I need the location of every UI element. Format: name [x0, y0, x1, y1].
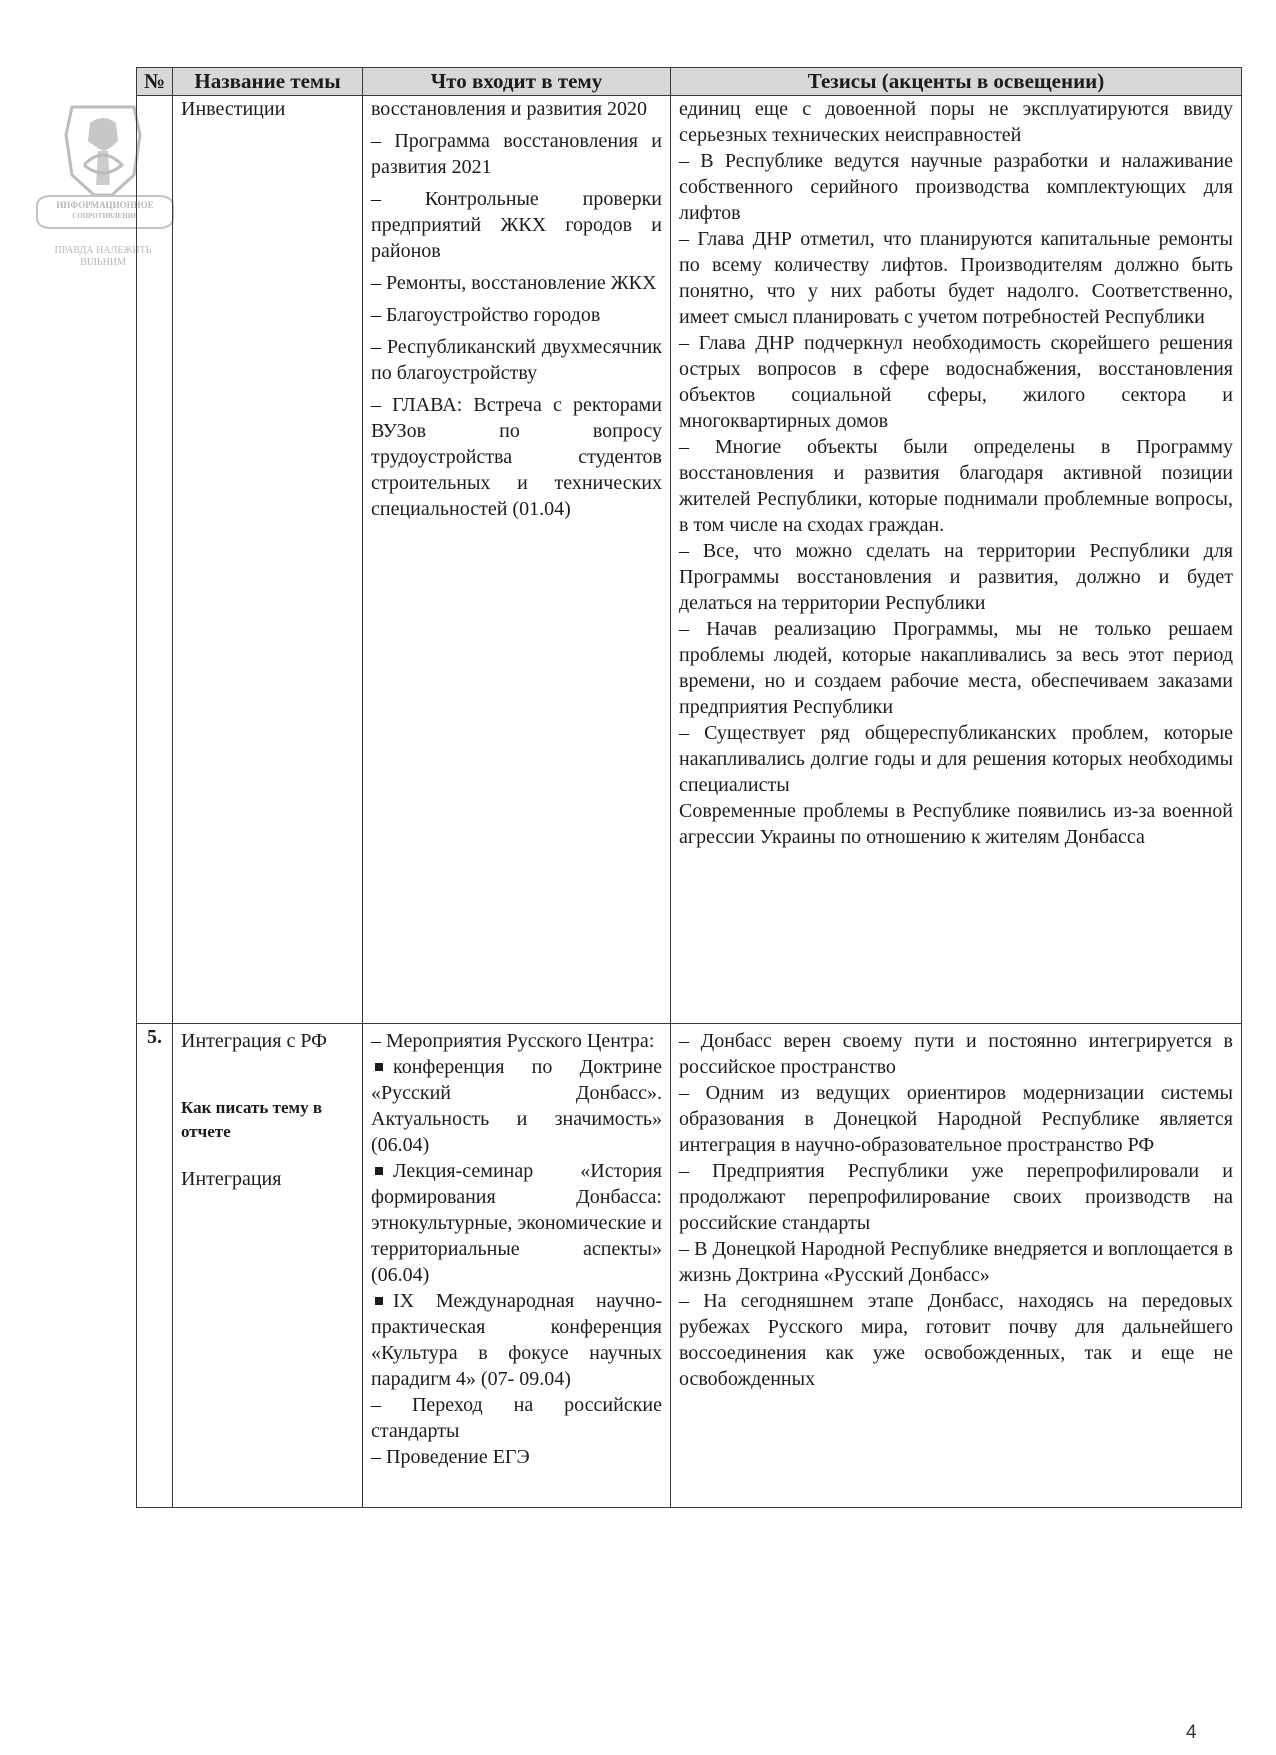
list-item: восстановления и развития 2020 — [371, 98, 648, 120]
list-item: – Одним из ведущих ориентиров модернизации системы образования в Донецкой Народной Республике является интеграция в научно-образовательное пространство РФ — [679, 1082, 1233, 1156]
topic-theses — [671, 96, 1242, 1024]
list-item: – Переход на российские стандарты — [371, 1394, 662, 1442]
list-item: – Мероприятия Русского Центра: — [371, 1030, 655, 1052]
list-item-text: Лекция-семинар «История формирования Донбасса: этнокультурные, экономические и территориальные аспекты» (06.04) — [371, 1160, 662, 1286]
bullet-square-icon — [375, 1167, 383, 1175]
list-item: – Программа восстановления и развития 2021 — [371, 130, 662, 178]
report-note: Как писать тему в отчете — [181, 1098, 323, 1141]
list-item: единиц еще с довоенной поры не эксплуатируются ввиду серьезных технических неисправностей — [679, 98, 1233, 146]
list-item: – Предприятия Республики уже перепрофилировали и продолжают перепрофилирование своих производств на российские стандарты — [679, 1160, 1233, 1234]
bullet-square-icon — [375, 1297, 383, 1305]
list-item — [371, 1288, 662, 1392]
list-item: – Существует ряд общереспубликанских проблем, которые накапливались долгие годы и для решения которых необходимы специалисты — [679, 722, 1233, 796]
list-item-text: конференция по Доктрине «Русский Донбасс». Актуальность и значимость» (06.04) — [371, 1056, 662, 1156]
page-number: 4 — [1186, 1722, 1197, 1743]
list-item: – В Донецкой Народной Республике внедряется и воплощается в жизнь Доктрина «Русский Донбасс» — [679, 1238, 1233, 1286]
row-num: 5. — [137, 1024, 173, 1508]
topic-name: Инвестиции — [173, 96, 363, 1024]
list-item: – Ремонты, восстановление ЖКХ — [371, 272, 657, 294]
list-item-text: IX Международная научно-практическая конференция «Культура в фокусе научных парадигм 4» (07- 09.04) — [371, 1290, 662, 1390]
list-item: – В Республике ведутся научные разработки и налаживание собственного серийного производства комплектующих для лифтов — [679, 150, 1233, 224]
list-item: – Глава ДНР отметил, что планируются капитальные ремонты по всему количеству лифтов. Производителям должно быть понятно, что у них работы будет надолго. Соответственно, имеет смысл планировать с учетом потребностей Республики — [679, 228, 1233, 328]
logo-motto-line2: ВІЛЬНИМ — [80, 257, 126, 268]
topics-table — [136, 67, 1242, 1508]
topic-name: Интеграция с РФ — [181, 1030, 327, 1052]
list-item: – Многие объекты были определены в Программу восстановления и развития благодаря активной позиции жителей Республики, которые поднимали проблемные вопросы, в том числе на сходах граждан. — [679, 436, 1233, 536]
report-topic-name: Интеграция — [181, 1168, 282, 1190]
table-row — [137, 1024, 1242, 1508]
topic-contents — [363, 1024, 671, 1508]
list-item: – Все, что можно сделать на территории Республики для Программы восстановления и развития, должно и будет делаться на территории Республики — [679, 540, 1233, 614]
list-item: – Донбасс верен своему пути и постоянно интегрируется в российское пространство — [679, 1030, 1233, 1078]
list-item: – Благоустройство городов — [371, 304, 601, 326]
logo-ribbon-line1: ИНФОРМАЦИОННОЕ — [56, 200, 154, 210]
list-item: – Контрольные проверки предприятий ЖКХ городов и районов — [371, 188, 662, 262]
list-item: – ГЛАВА: Встреча с ректорами ВУЗов по вопросу трудоустройства студентов строительных и технических специальностей (01.04) — [371, 394, 662, 520]
header-theses: Тезисы (акценты в освещении) — [671, 68, 1242, 96]
topic-theses — [671, 1024, 1242, 1508]
header-what: Что входит в тему — [363, 68, 671, 96]
list-item: Современные проблемы в Республике появились из-за военной агрессии Украины по отношению к жителям Донбасса — [679, 800, 1233, 848]
list-item — [371, 1158, 662, 1288]
logo-motto-line1: ПРАВДА НАЛЕЖИТЬ — [54, 245, 152, 256]
list-item: – Глава ДНР подчеркнул необходимость скорейшего решения острых вопросов в сфере водоснабжения, восстановления объектов социальной сферы, жилого сектора и многоквартирных домов — [679, 332, 1233, 432]
bullet-square-icon — [375, 1063, 383, 1071]
topic-contents — [363, 96, 671, 1024]
header-name: Название темы — [173, 68, 363, 96]
logo-ribbon-line2: СОПРОТИВЛЕНИЕ — [72, 212, 138, 220]
list-item: – Республиканский двухмесячник по благоустройству — [371, 336, 662, 384]
list-item: – Начав реализацию Программы, мы не только решаем проблемы людей, которые накапливались за весь этот период времени, но и создаем рабочие места, обеспечиваем заказами предприятия Республики — [679, 618, 1233, 718]
row-num-cell — [137, 96, 173, 1024]
list-item: – Проведение ЕГЭ — [371, 1446, 530, 1468]
topic-name-cell — [173, 1024, 363, 1508]
list-item: – На сегодняшнем этапе Донбасс, находясь на передовых рубежах Русского мира, готовит почву для дальнейшего воссоединения как уже освобожденных, так и еще не освобожденных — [679, 1290, 1233, 1390]
list-item — [371, 1054, 662, 1158]
table-header-row — [137, 68, 1242, 96]
table-row — [137, 96, 1242, 1024]
header-num: № — [137, 68, 173, 96]
